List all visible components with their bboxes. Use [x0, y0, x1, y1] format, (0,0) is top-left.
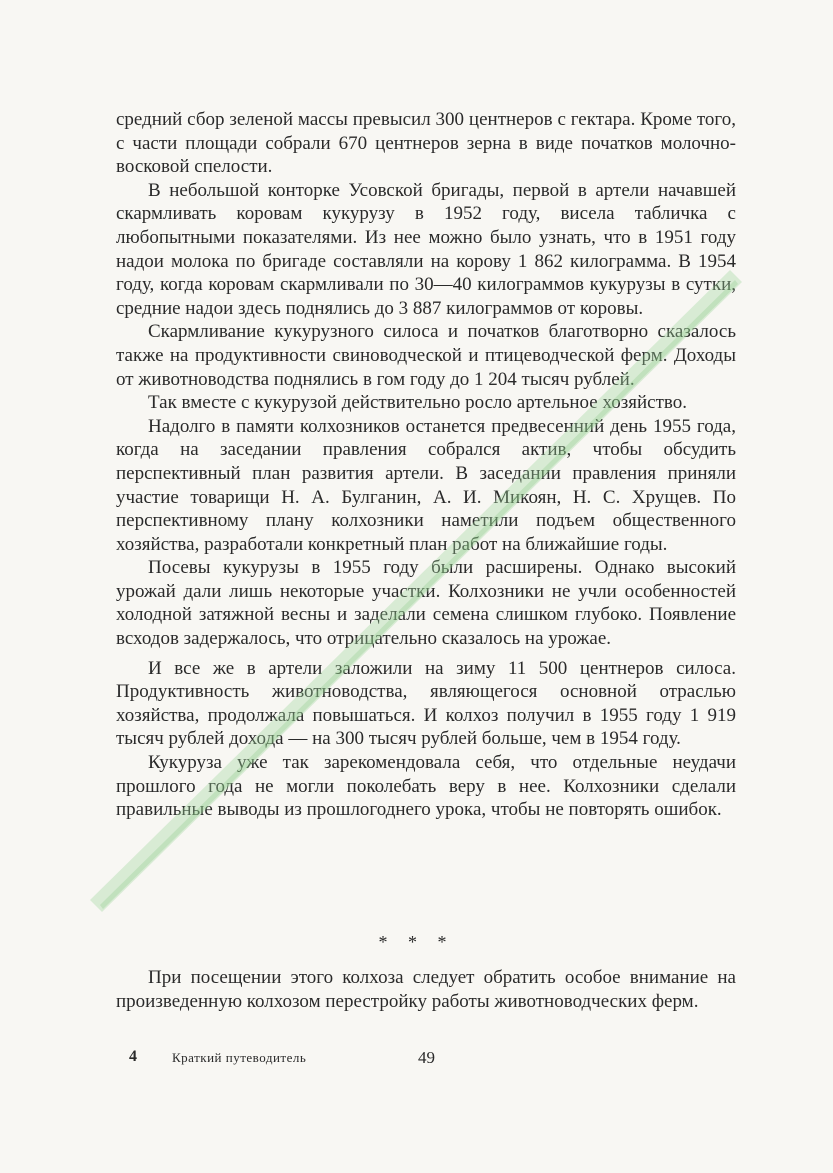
paragraph: В небольшой конторке Усовской бригады, первой в артели начавшей скармливать коровам кукурузу в 1952 году, висела табличка с любопытными показателями. Из нее можно было узнать, что в 1951 году надои молока по бригаде составляли на корову 1 862 килограмма. В 1954 году, когда коровам скармливали по 30—40 килограммов кукурузы в сутки, средние надои здесь поднялись до 3 887 килограммов от коровы. [116, 179, 736, 319]
page-footer [0, 1048, 833, 1072]
body-text [116, 108, 736, 822]
paragraph: Так вместе с кукурузой действительно росло артельное хозяйство. [148, 392, 687, 414]
paragraph: Надолго в памяти колхозников останется предвесенний день 1955 года, когда на заседании правления собрался актив, чтобы обсудить перспективный план развития артели. В заседании правления приняли участие товарищи Н. А. Булганин, А. И. Микоян, Н. С. Хрущев. По перспективному плану колхозники наметили подъем общественного хозяйства, разработали конкретный план работ на ближайшие годы. [116, 415, 736, 555]
page-number: 49 [418, 1048, 435, 1067]
paragraph: Кукуруза уже так зарекомендовала себя, что отдельные неудачи прошлого года не могли поколебать веру в нее. Колхозники сделали правильные выводы из прошлогоднего урока, чтобы не повторять ошибок. [116, 752, 736, 821]
closing-text [116, 966, 736, 1013]
signature-title: Краткий путеводитель [172, 1050, 307, 1065]
paragraph: Скармливание кукурузного силоса и початков благотворно сказалось также на продуктивности свиноводческой и птицеводческой ферм. Доходы от животноводства поднялись в гом году до 1 204 тысяч рублей. [116, 321, 736, 390]
paragraph: И все же в артели заложили на зиму 11 500 центнеров силоса. Продуктивность животноводства, являющегося основной отраслью хозяйства, продолжала повышаться. И колхоз получил в 1955 году 1 919 тысяч рублей дохода — на 300 тысяч рублей больше, чем в 1954 году. [116, 657, 736, 750]
paragraph: Посевы кукурузы в 1955 году были расширены. Однако высокий урожай дали лишь некоторые участки. Колхозники не учли особенностей холодной затяжной весны и заделали семена слишком глубоко. Появление всходов задержалось, что отрицательно сказалось на урожае. [116, 557, 736, 650]
closing-paragraph: При посещении этого колхоза следует обратить особое внимание на произведенную колхозом перестройку работы животноводческих ферм. [116, 967, 736, 1012]
section-separator: * * * [378, 932, 455, 952]
signature-number: 4 [129, 1048, 137, 1065]
paragraph: средний сбор зеленой массы превысил 300 центнеров с гектара. Кроме того, с части площади собрали 670 центнеров зерна в виде початков молочно-восковой спелости. [116, 109, 736, 178]
